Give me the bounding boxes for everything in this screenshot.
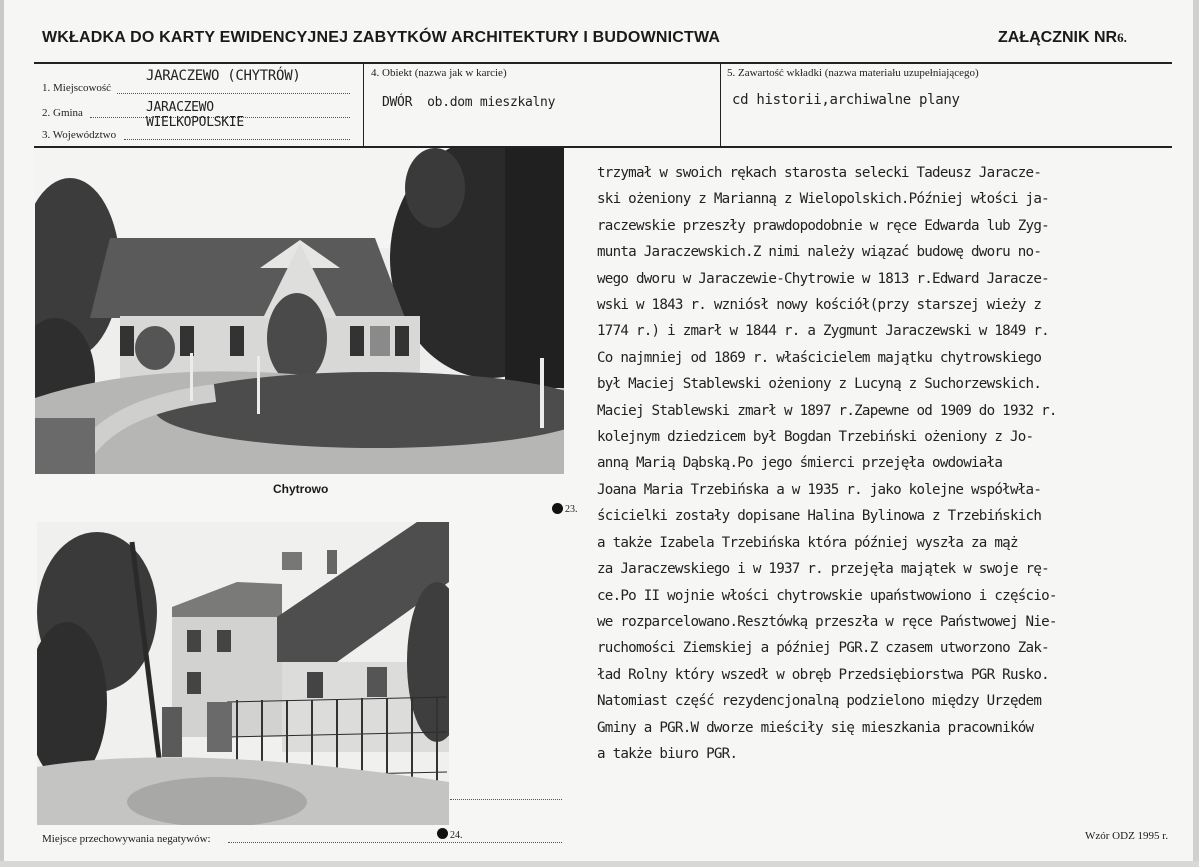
history-line: a także biuro PGR. (597, 745, 738, 762)
history-line: ład Rolny który wszedł w obręb Przedsiębiorstwa PGR Rusko. (597, 666, 1049, 683)
history-text (597, 160, 1117, 767)
history-line: munta Jaraczewskich.Z nimi należy wiązać budowę dworu no- (597, 244, 1042, 261)
annex-text: ZAŁĄCZNIK NR (998, 29, 1118, 46)
contents-label: 5. Zawartość wkładki (nazwa materiału uzupełniającego) (727, 67, 979, 79)
object-value: DWÓR ob.dom mieszkalny (382, 95, 556, 110)
history-line: trzymał w swoich rękach starosta selecki Tadeusz Jaracze- (597, 165, 1042, 181)
object-label: 4. Obiekt (nazwa jak w karcie) (371, 67, 507, 79)
history-line: Co najmniej od 1869 r. właścicielem majątku chytrowskiego (597, 349, 1042, 366)
photo-house-fence (37, 522, 449, 825)
photo-bottom-dots (450, 799, 562, 800)
form-title: WKŁADKA DO KARTY EWIDENCYJNEJ ZABYTKÓW ARCHITEKTURY I BUDOWNICTWA (42, 29, 721, 46)
scan-edge-right (1193, 0, 1199, 867)
history-line: we rozparcelowano.Resztówką przeszła w ręce Państwowej Nie- (597, 613, 1057, 630)
history-line: Natomiast część rezydencjonalną podzielono między Urzędem (597, 693, 1042, 710)
history-line: a także Izabela Trzebińska która później wyszła za mąż (597, 534, 1018, 551)
history-line: był Maciej Stablewski ożeniony z Lucyną z Suchorzewskich. (597, 376, 1042, 393)
scan-edge-bottom (0, 861, 1199, 867)
voivodeship-value: WIELKOPOLSKIE (146, 115, 244, 130)
photo-marker-top (552, 503, 563, 514)
photo-manor-house (35, 148, 564, 474)
header-top-rule (34, 62, 1172, 64)
annex-number: 6. (1117, 30, 1127, 45)
history-line: wski w 1843 r. wzniósł nowy kościół(przy starszej wieży z (597, 297, 1042, 314)
history-line: ruchomości Ziemskiej a później PGR.Z czasem utworzono Zak- (597, 640, 1049, 657)
history-line: ski ożeniony z Marianną z Wielopolskich.Później włości ja- (597, 191, 1049, 208)
history-line: ścicielki zostały dopisane Halina Bylinowa z Trzebińskich (597, 508, 1042, 525)
photo-number-bottom: 24. (450, 830, 463, 841)
history-line: za Jaraczewskiego i w 1937 r. przejęła majątek w swoje rę- (597, 561, 1049, 578)
history-line: anną Marią Dąbską.Po jego śmierci przejęła owdowiała (597, 455, 1003, 472)
photo-number-top: 23. (565, 504, 578, 515)
history-line: ce.Po II wojnie włości chytrowskie upaństwowiono i częścio- (597, 587, 1057, 604)
photo-caption-top: Chytrowo (273, 482, 329, 496)
history-line: wego dworu w Jaraczewie-Chytrowie w 1813 r.Edward Jaracze- (597, 270, 1049, 287)
header-divider-2 (720, 62, 721, 147)
locality-label: 1. Miejscowość (42, 82, 112, 94)
history-line: raczewskie przeszły prawdopodobnie w ręce Edwarda lub Zyg- (597, 217, 1049, 234)
form-version: Wzór ODZ 1995 r. (1085, 830, 1169, 842)
commune-value: JARACZEWO (146, 100, 214, 115)
header-divider-1 (363, 62, 364, 147)
annex-label (998, 29, 1127, 47)
photo-marker-bottom (437, 828, 448, 839)
history-line: Gminy a PGR.W dworze mieściły się mieszkania pracowników (597, 719, 1034, 736)
history-line: Joana Maria Trzebińska a w 1935 r. jako kolejne współwła- (597, 481, 1042, 498)
commune-label: 2. Gmina (42, 107, 83, 119)
history-line: kolejnym dziedzicem był Bogdan Trzebiński ożeniony z Jo- (597, 429, 1034, 446)
negatives-location-label: Miejsce przechowywania negatywów: (42, 833, 211, 845)
history-line: 1774 r.) i zmarł w 1844 r. a Zygmunt Jaraczewski w 1849 r. (597, 323, 1049, 340)
voivodeship-label: 3. Województwo (42, 129, 117, 141)
voivodeship-dots (124, 139, 350, 140)
scan-edge-left (0, 0, 4, 867)
history-line: Maciej Stablewski zmarł w 1897 r.Zapewne od 1909 do 1932 r. (597, 402, 1057, 419)
negatives-dots (228, 842, 562, 843)
contents-value: cd historii,archiwalne plany (732, 92, 960, 108)
locality-dots (117, 93, 350, 94)
locality-value: JARACZEWO (CHYTRÓW) (146, 68, 301, 84)
